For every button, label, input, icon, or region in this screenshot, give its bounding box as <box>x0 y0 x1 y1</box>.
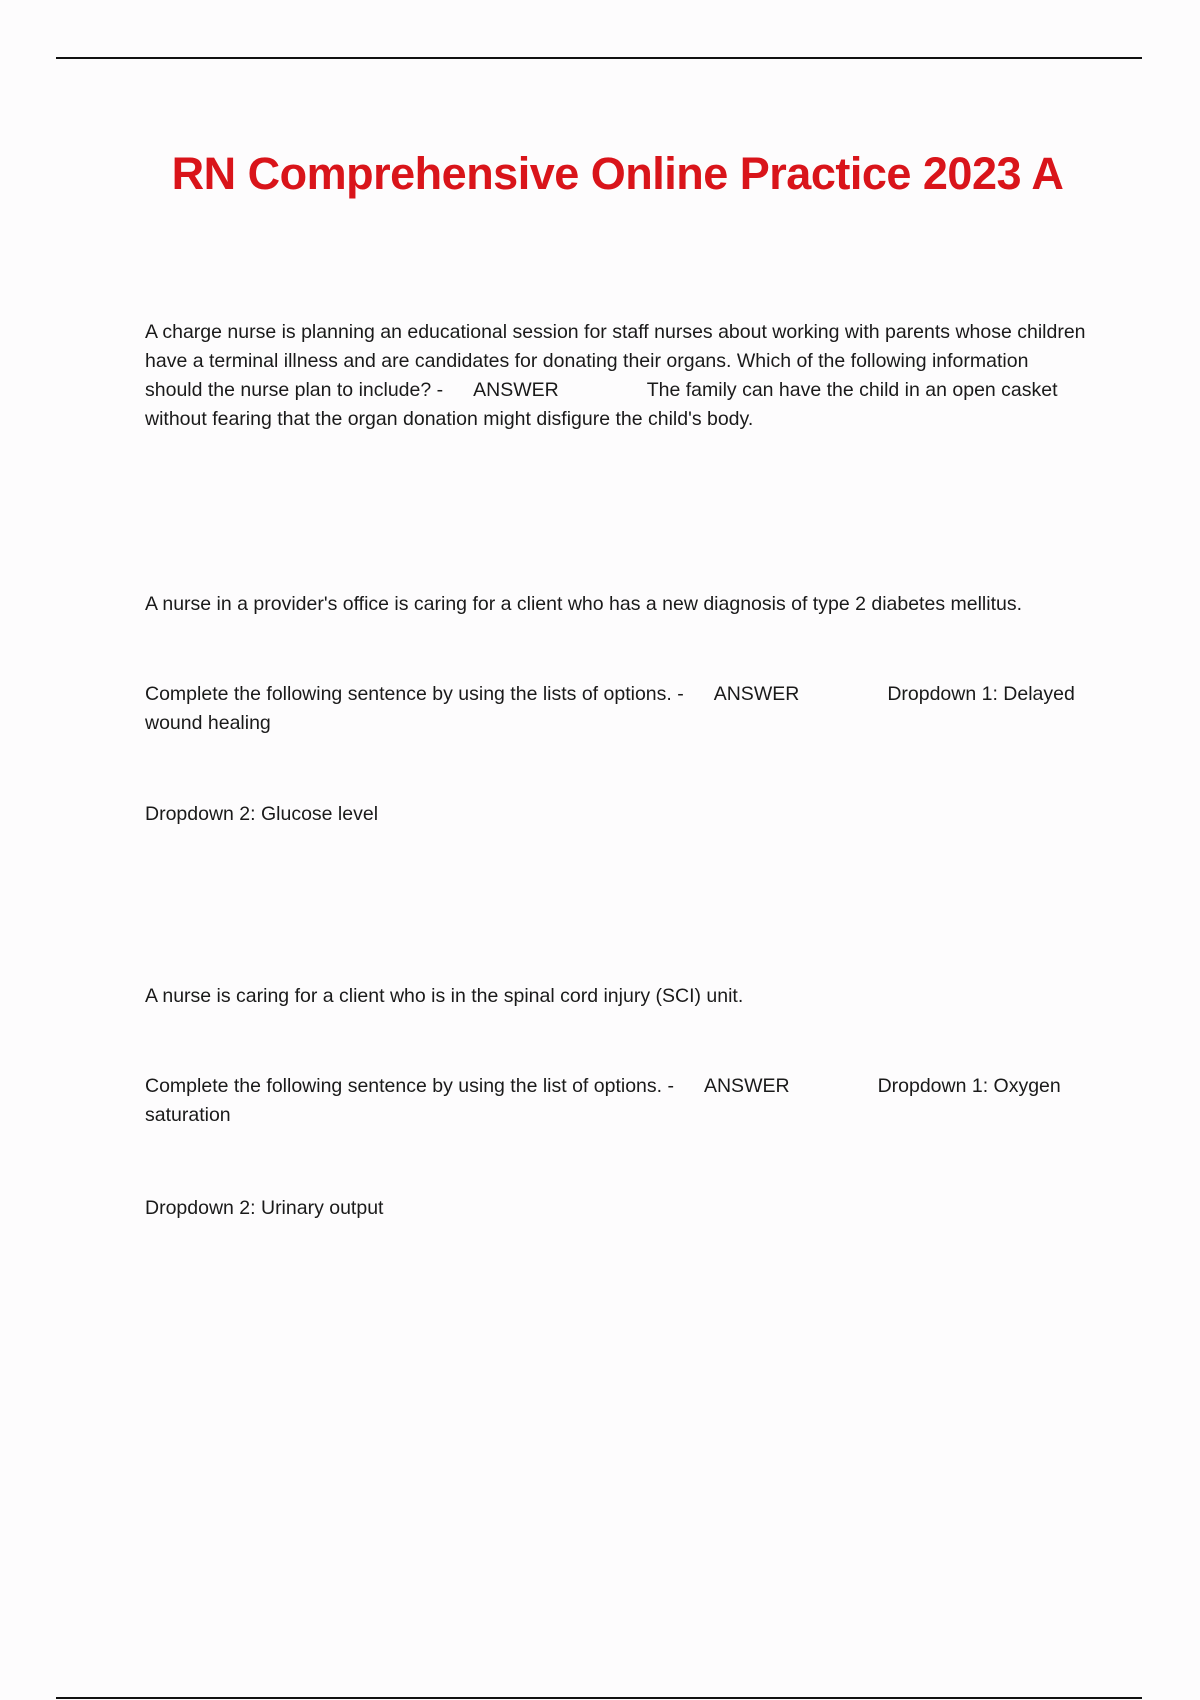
scenario-2: A nurse in a provider's office is caring for a client who has a new diagnosis of type 2 diabetes mellitus. <box>145 593 1023 615</box>
answer-dropdown-2: Dropdown 2: Glucose level <box>145 803 379 825</box>
page-title: RN Comprehensive Online Practice 2023 A <box>171 148 1064 199</box>
bottom-rule <box>56 1697 1142 1699</box>
question-text: Complete the following sentence by using the list of options. - <box>145 1075 674 1097</box>
question-2 <box>145 680 1090 738</box>
answer-label: ANSWER <box>713 683 800 705</box>
answer-dropdown-2: Dropdown 2: Urinary output <box>145 1197 384 1219</box>
question-3 <box>145 1072 1090 1130</box>
question-text: A charge nurse is planning an educational session for staff nurses about working with parents whose children have a terminal illness and are candidates for donating their organs. Which of the following information should the nurse plan to include? - <box>145 321 1086 401</box>
scenario-3: A nurse is caring for a client who is in the spinal cord injury (SCI) unit. <box>145 985 744 1007</box>
top-rule <box>56 57 1142 59</box>
question-text: Complete the following sentence by using the lists of options. - <box>145 683 684 705</box>
answer-label: ANSWER <box>703 1075 790 1097</box>
answer-label: ANSWER <box>473 379 559 401</box>
answer-text: The family can have the child in an open casket without fearing that the organ donation might disfigure the child's body. <box>145 379 1058 430</box>
answer-dropdown-1: Dropdown 1: Oxygen saturation <box>145 1075 1061 1126</box>
question-1 <box>145 318 1090 434</box>
answer-dropdown-1: Dropdown 1: Delayed wound healing <box>145 683 1075 734</box>
